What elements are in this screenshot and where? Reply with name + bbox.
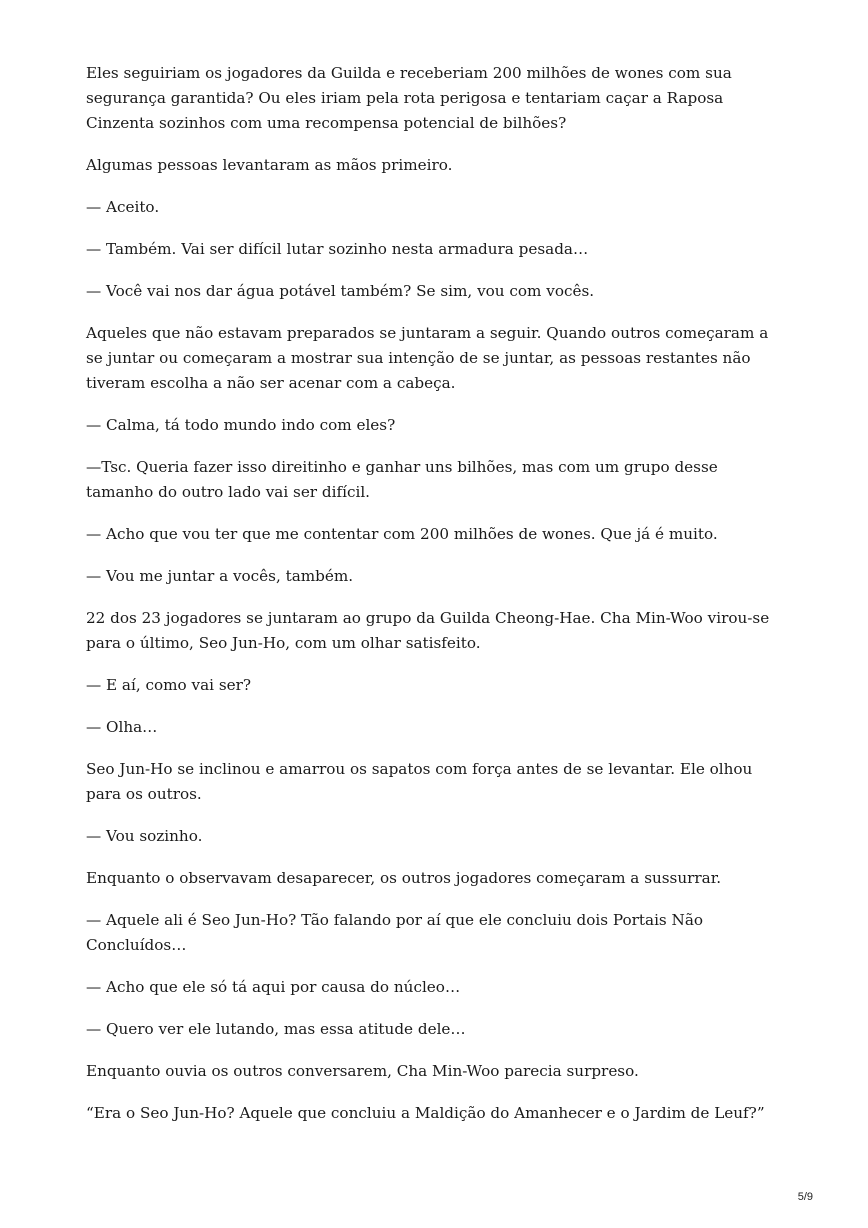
paragraph-17: — Aquele ali é Seo Jun-Ho? Tão falando por aí que ele concluiu dois Portais Não Concluídos… <box>86 911 704 954</box>
paragraph-3: — Aceito. <box>86 198 160 216</box>
paragraph-8: —Tsc. Queria fazer isso direitinho e ganhar uns bilhões, mas com um grupo desse tamanho do outro lado vai ser difícil. <box>86 458 718 501</box>
paragraph-20: Enquanto ouvia os outros conversarem, Cha Min-Woo parecia surpreso. <box>86 1062 639 1080</box>
page-number: 5/9 <box>797 1191 813 1203</box>
paragraph-4: — Também. Vai ser difícil lutar sozinho nesta armadura pesada… <box>86 240 589 258</box>
paragraph-7: — Calma, tá todo mundo indo com eles? <box>86 416 396 434</box>
paragraph-15: — Vou sozinho. <box>86 827 203 845</box>
page-body <box>86 61 786 1143</box>
paragraph-13: — Olha… <box>86 718 158 736</box>
paragraph-18: — Acho que ele só tá aqui por causa do núcleo… <box>86 978 461 996</box>
paragraph-5: — Você vai nos dar água potável também? Se sim, vou com vocês. <box>86 282 595 300</box>
paragraph-10: — Vou me juntar a vocês, também. <box>86 567 354 585</box>
paragraph-9: — Acho que vou ter que me contentar com 200 milhões de wones. Que já é muito. <box>86 525 718 543</box>
paragraph-14: Seo Jun-Ho se inclinou e amarrou os sapatos com força antes de se levantar. Ele olhou para os outros. <box>86 760 753 803</box>
paragraph-12: — E aí, como vai ser? <box>86 676 252 694</box>
paragraph-1: Eles seguiriam os jogadores da Guilda e receberiam 200 milhões de wones com sua segurança garantida? Ou eles iriam pela rota perigosa e tentariam caçar a Raposa Cinzenta sozinhos com uma recompensa potencial de bilhões? <box>86 64 732 132</box>
paragraph-6: Aqueles que não estavam preparados se juntaram a seguir. Quando outros começaram a se juntar ou começaram a mostrar sua intenção de se juntar, as pessoas restantes não tiveram escolha a não ser acenar com a cabeça. <box>86 324 769 392</box>
paragraph-19: — Quero ver ele lutando, mas essa atitude dele… <box>86 1020 466 1038</box>
paragraph-11: 22 dos 23 jogadores se juntaram ao grupo da Guilda Cheong-Hae. Cha Min-Woo virou-se para o último, Seo Jun-Ho, com um olhar satisfeito. <box>86 609 770 652</box>
paragraph-2: Algumas pessoas levantaram as mãos primeiro. <box>86 156 453 174</box>
paragraph-16: Enquanto o observavam desaparecer, os outros jogadores começaram a sussurrar. <box>86 869 722 887</box>
paragraph-21: “Era o Seo Jun-Ho? Aquele que concluiu a Maldição do Amanhecer e o Jardim de Leuf?” <box>86 1104 765 1122</box>
